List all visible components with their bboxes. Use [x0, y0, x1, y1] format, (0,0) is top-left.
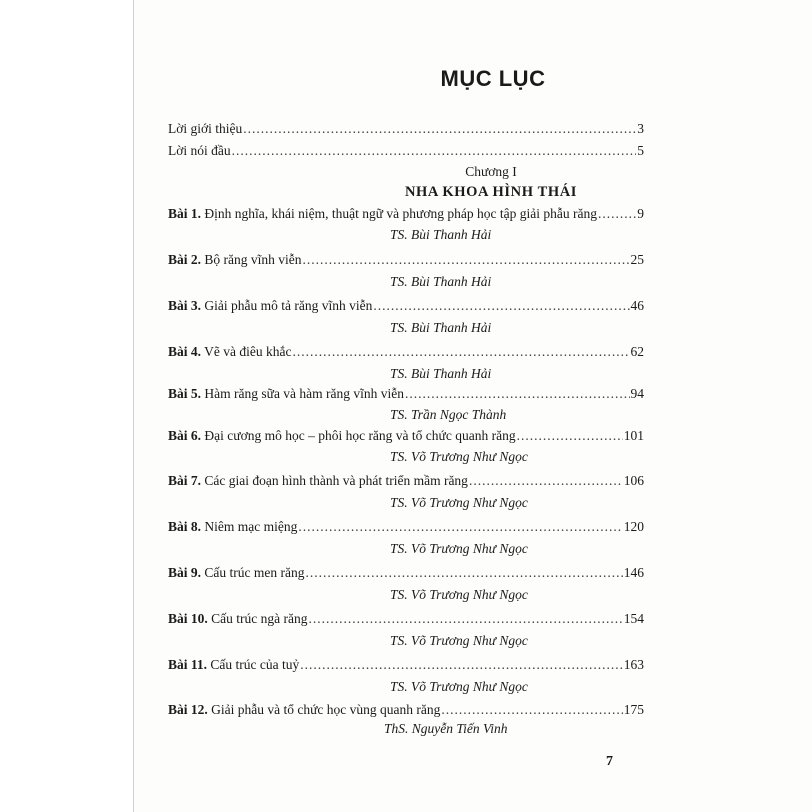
lesson-title: Giải phẫu và tổ chức học vùng quanh răng — [211, 702, 441, 717]
toc-page-number: 163 — [623, 657, 644, 672]
lesson-author: TS. Trần Ngọc Thành — [390, 407, 507, 422]
toc-entry-lesson-11[interactable] — [168, 657, 644, 673]
lesson-author: TS. Võ Trương Như Ngọc — [390, 449, 528, 464]
lesson-title: Cấu trúc ngà răng — [211, 611, 308, 626]
lesson-number: Bài 7. — [168, 473, 202, 488]
toc-entry-lesson-5[interactable] — [168, 386, 644, 402]
toc-page-number: 46 — [630, 298, 644, 313]
toc-page-number: 146 — [623, 565, 644, 580]
lesson-title: Vẽ và điêu khắc — [204, 344, 292, 359]
lesson-title: Giải phẫu mô tả răng vĩnh viễn — [204, 298, 373, 313]
toc-page-number: 101 — [623, 428, 644, 443]
lesson-number: Bài 11. — [168, 657, 208, 672]
lesson-author: TS. Võ Trương Như Ngọc — [390, 679, 528, 694]
page-title: MỤC LỤC — [440, 66, 546, 91]
lesson-title: Cấu trúc men răng — [204, 565, 305, 580]
page-folio: 7 — [606, 754, 613, 769]
lesson-number: Bài 4. — [168, 344, 202, 359]
lesson-author: ThS. Nguyễn Tiến Vinh — [384, 721, 508, 736]
lesson-number: Bài 5. — [168, 386, 202, 401]
lesson-author: TS. Võ Trương Như Ngọc — [390, 541, 528, 556]
lesson-author: TS. Bùi Thanh Hải — [390, 227, 492, 242]
lesson-author: TS. Võ Trương Như Ngọc — [390, 495, 528, 510]
dot-leader — [243, 121, 636, 137]
dot-leader — [441, 702, 622, 718]
toc-page-number: 25 — [630, 252, 644, 267]
lesson-title: Cấu trúc của tuỷ — [210, 657, 300, 672]
toc-entry-lesson-4[interactable] — [168, 344, 644, 360]
toc-page-number: 154 — [623, 611, 644, 626]
toc-entry-lesson-8[interactable] — [168, 519, 644, 535]
toc-entry-label: Lời nói đầu — [168, 143, 231, 158]
toc-page-number: 120 — [623, 519, 644, 534]
toc-entry-preface[interactable] — [168, 143, 644, 159]
dot-leader — [308, 611, 622, 627]
dot-leader — [303, 252, 630, 268]
toc-page-number: 62 — [630, 344, 644, 359]
toc-entry-lesson-7[interactable] — [168, 473, 644, 489]
dot-leader — [298, 519, 622, 535]
lesson-number: Bài 2. — [168, 252, 202, 267]
lesson-title: Định nghĩa, khái niệm, thuật ngữ và phương pháp học tập giải phẫu răng — [204, 206, 597, 221]
book-page — [134, 0, 812, 812]
toc-entry-lesson-2[interactable] — [168, 252, 644, 268]
chapter-number: Chương I — [465, 164, 517, 179]
toc-entry-lesson-12[interactable] — [168, 702, 644, 718]
chapter-title: NHA KHOA HÌNH THÁI — [404, 184, 578, 200]
dot-leader — [373, 298, 629, 314]
lesson-number: Bài 10. — [168, 611, 208, 626]
lesson-number: Bài 9. — [168, 565, 202, 580]
toc-page-number: 3 — [637, 121, 644, 136]
lesson-number: Bài 8. — [168, 519, 202, 534]
toc-page-number: 106 — [623, 473, 644, 488]
lesson-title: Hàm răng sữa và hàm răng vĩnh viễn — [204, 386, 405, 401]
toc-page-number: 175 — [623, 702, 644, 717]
dot-leader — [293, 344, 630, 360]
dot-leader — [305, 565, 622, 581]
lesson-title: Niêm mạc miệng — [204, 519, 298, 534]
lesson-number: Bài 12. — [168, 702, 208, 717]
toc-page-number: 94 — [630, 386, 644, 401]
lesson-author: TS. Bùi Thanh Hải — [390, 320, 492, 335]
lesson-number: Bài 3. — [168, 298, 202, 313]
toc-entry-lesson-3[interactable] — [168, 298, 644, 314]
dot-leader — [469, 473, 623, 489]
lesson-author: TS. Bùi Thanh Hải — [390, 274, 492, 289]
toc-entry-lesson-10[interactable] — [168, 611, 644, 627]
lesson-author: TS. Võ Trương Như Ngọc — [390, 633, 528, 648]
toc-entry-label: Lời giới thiệu — [168, 121, 243, 136]
lesson-author: TS. Võ Trương Như Ngọc — [390, 587, 528, 602]
lesson-title: Bộ răng vĩnh viễn — [204, 252, 302, 267]
dot-leader — [405, 386, 629, 402]
lesson-title: Các giai đoạn hình thành và phát triển mầm răng — [204, 473, 468, 488]
toc-entry-lesson-9[interactable] — [168, 565, 644, 581]
toc-page-number: 9 — [637, 206, 644, 221]
lesson-number: Bài 6. — [168, 428, 202, 443]
toc-page-number: 5 — [637, 143, 644, 158]
toc-entry-lesson-6[interactable] — [168, 428, 644, 444]
toc-entry-lesson-1[interactable] — [168, 206, 644, 222]
dot-leader — [517, 428, 623, 444]
lesson-title: Đại cương mô học – phôi học răng và tổ chức quanh răng — [204, 428, 516, 443]
dot-leader — [232, 143, 637, 159]
toc-entry-intro[interactable] — [168, 121, 644, 137]
lesson-author: TS. Bùi Thanh Hải — [390, 366, 492, 381]
dot-leader — [598, 206, 636, 222]
lesson-number: Bài 1. — [168, 206, 202, 221]
dot-leader — [300, 657, 623, 673]
